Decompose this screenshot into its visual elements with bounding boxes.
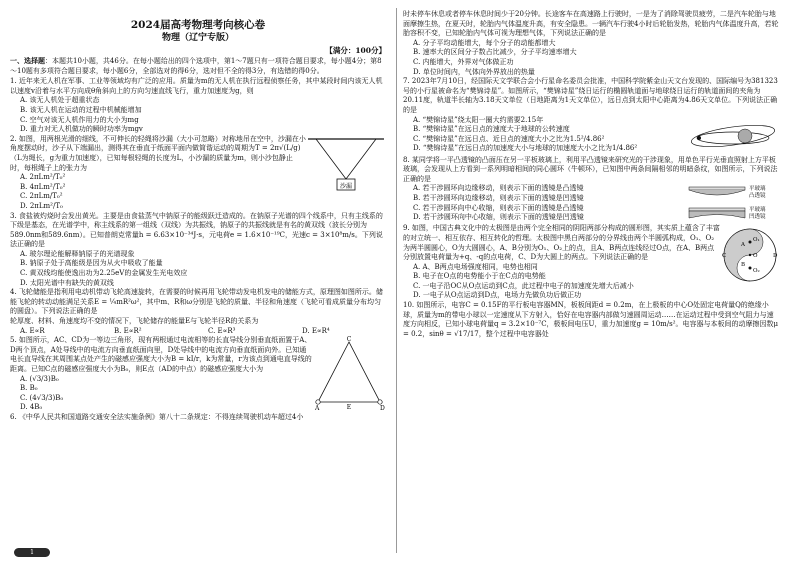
q6-stem-continued: 时未停车休息或者停车休息时间少于20分钟。长途客车在高速路上行驶时，一是为了消除驾驶员疲劳，二是汽车轮胎与地面摩擦生热，在夏天时，轮胎内气体温度升高，有安全隐患。一辆汽车行驶4小时后轮胎发热，轮胎内气体温度升高，若轮胎容积不变，已知轮胎内气体可视为理想气体，下列说法正确的是 xyxy=(403,10,779,38)
q2-option-d[interactable]: D. 2πLm²/T₀ xyxy=(20,201,63,210)
q7-stem: 7. 2023年7月10日，经国际天文学联合会小行星命名委员会批准，中国科学院紫金山天文台发现的、国际编号为381323号的小行星被命名为“樊锦诗星”。如图所示，“樊锦诗星”绕日运行的椭圆轨道面与地球绕日运行的轨道面间的夹角为20.11度，轨道半长轴为3.18天文单位（日地距离为1天文单位），远日点到太阳中心距离为4.86天文单位。下列说法正确的是 xyxy=(403,77,778,114)
page-number: 1 xyxy=(14,548,50,557)
exam-subtitle: 物理（辽宁专版） xyxy=(161,33,234,43)
q1-option-b[interactable]: B. 该无人机在运动的过程中机械能增加 xyxy=(20,105,142,114)
q4-option-b[interactable]: B. E∝R² xyxy=(114,326,142,335)
q5-label-d: D xyxy=(380,405,385,411)
q9-label-o: O xyxy=(753,253,758,260)
q9-label-c: C xyxy=(722,253,727,260)
q9-figure xyxy=(721,224,779,301)
q4-stem: 4. 飞轮储能是指利用电动机带动飞轮高速旋转，在需要的时候再用飞轮带动发电机发电的储能方式，原理图如图所示。储能飞轮的转动动能满足关系E = ¼mR²ω²，其中m、R和ω分别是飞轮的质量、半径和角速度（飞轮可看成质量分布均匀的圆盘）。下列说法正确的是 xyxy=(10,288,383,316)
q6-option-d[interactable]: D. 单位时间内，气体向外界放出的热量 xyxy=(413,67,535,76)
q5-label-a: A xyxy=(315,405,320,411)
q8-option-c[interactable]: C. 若干涉圆环向中心收缩，则表示下面的透镜是凸透镜 xyxy=(413,203,584,212)
q4-option-d[interactable]: D. E∝R⁴ xyxy=(302,326,330,335)
q7-option-a[interactable]: A. “樊锦诗星”绕太阳一圈大约需要2.15年 xyxy=(413,115,544,124)
q6-option-c[interactable]: C. 内能增大，外界对气体做正功 xyxy=(413,57,514,66)
right-column xyxy=(403,10,779,545)
left-column xyxy=(10,14,386,549)
q5-label-c: C xyxy=(346,336,352,344)
asteroid-icon xyxy=(697,136,701,140)
q9-label-o2: O₂ xyxy=(753,268,760,275)
q5-options xyxy=(10,375,312,413)
q3-option-b[interactable]: B. 钠原子处于高能级是因为从火中吸收了能量 xyxy=(20,259,163,268)
q2-option-a[interactable]: A. 2πLm²/T₀² xyxy=(20,173,66,182)
q2-options xyxy=(10,173,306,211)
q2-stem: 2. 如图，用两根光滑的细线，不可伸长的轻绳将沙漏（大小可忽略）对称地吊在空中，沙漏在小角度摆动时，沙子从下端漏出，测得其在垂直于纸面平面内做简谐运动的周期为T = 2π√(L/g)（L为绳长，g为重力加速度），已知每根轻绳的长度为L，小沙漏的质量为m，则小沙包静止时，每根绳子上的张力为 xyxy=(10,134,306,172)
q8-label-flat-2: 平玻璃 xyxy=(749,207,766,214)
score-label: 【满分：100分】 xyxy=(325,46,386,55)
q8-option-b[interactable]: B. 若干涉圆环向边缘移动，则表示下面的透镜是凹透镜 xyxy=(413,193,584,202)
q9-label-a: A xyxy=(741,242,745,249)
q10-stem: 10. 如图所示，电容C = 0.15F的平行板电容器MN，板板间距d = 0.2m，在上极板的中心O处固定电荷量Q的绝缘小球，质量为m的带电小球以一定速度从下方射入，恰好在电容器内部做匀速圆周运动……在运动过程中受到空气阻力与速度方向相反，已知小球电荷量q = 3.2×10⁻⁷C，极板间电压U，重力加速度g = 10m/s²。电容器与本板间的动摩擦因数μ = 0.2，sinθ = √17/17，整个过程中电容器处 xyxy=(403,301,779,338)
q5-stem: 5. 如图所示，AC、CD为一等边三角形，现有两根通过电流相等的长直导线分别垂直纸面置于A、D两个顶点，A处导线中的电流方向垂直纸面向里，D处导线中的电流方向垂直纸面向外。已知通电长直导线在其周围某点处产生的磁感应强度大小为B = kI/r，k为常量，r为该点到通电直导线的距离。已知C点的磁感应强度大小为B₀，则E点（AD的中点）的磁感应强度大小为 xyxy=(10,336,312,373)
q7-option-d[interactable]: D. “樊锦诗星”在远日点的加速度大小与地球的加速度大小之比为1/4.86² xyxy=(413,144,638,153)
q6-option-a[interactable]: A. 分子平均动能增大，每个分子的动能都增大 xyxy=(413,38,556,47)
section-intro xyxy=(10,56,386,76)
q3-stem: 3. 食盐被灼烧时会发出黄光。主要是由食盐蒸气中钠原子的能级跃迁造成的。在钠原子光谱的四个线系中，只有主线系的下级是基态，在光谱学中，称主线系的第一组线（双线）为共振线，钠原子的共振线就是有名的黄双线（波长分别为589.0nm和589.6nm）。已知普朗克常量h = 6.63×10⁻³⁴J·s，元电荷e = 1.6×10⁻¹⁹C，光速c = 3×10⁸m/s。下列说法正确的是 xyxy=(10,211,383,249)
q1-stem: 1. 近年来无人机在军事、工业等领域均有广泛的应用。质量为m的无人机在执行远程侦察任务，其中某段时间内该无人机以速度v沿着与水平方向成θ角斜向上的方向匀速直线飞行，重力加速度为g，则 xyxy=(10,77,383,95)
q3-option-d[interactable]: D. 太阳光谱中有缺失的黄双线 xyxy=(20,278,114,287)
q3-option-a[interactable]: A. 玻尔理论能解释钠原子的光谱现象 xyxy=(20,249,135,258)
q9-option-b[interactable]: B. 电子在O点的电势能小于在C点的电势能 xyxy=(413,272,546,281)
q2-option-c[interactable]: C. 2πLm/T₀² xyxy=(20,192,63,201)
q3-option-c[interactable]: C. 黄双线均能使逸出功为2.25eV的金属发生光电效应 xyxy=(20,269,188,278)
q4-extra: 轮厚度、材料、角速度均不变的情况下，飞轮储存的能量E与飞轮半径R的关系为 xyxy=(10,317,259,326)
q2-option-b[interactable]: B. 4πLm²/T₀² xyxy=(20,182,66,191)
q9-block xyxy=(403,224,779,301)
q7-option-b[interactable]: B. “樊锦诗星”在远日点的速度大于地球的公转速度 xyxy=(413,125,570,134)
q2-block xyxy=(10,135,386,212)
q9-option-c[interactable]: C. 一电子沿OC从O点运动到C点，此过程中电子的加速度先增大后减小 xyxy=(413,281,634,290)
q9-option-d[interactable]: D. 一电子从O点运动到D点，电场力先做负功后做正功 xyxy=(413,291,582,300)
exam-title: 2024届高考物理考向核心卷 xyxy=(130,19,266,31)
q1-option-c[interactable]: C. 空气对该无人机作用力的大小为mg xyxy=(20,115,139,124)
section-heading: 一、选择题 xyxy=(10,56,45,65)
q5-option-a[interactable]: A. (√3/3)B₀ xyxy=(20,374,59,383)
q4-option-a[interactable]: A. E∝R xyxy=(20,326,45,335)
q8-figure xyxy=(687,184,779,224)
q1-option-a[interactable]: A. 该无人机处于超重状态 xyxy=(20,96,100,105)
q8-option-a[interactable]: A. 若干涉圆环向边缘移动，则表示下面的透镜是凸透镜 xyxy=(413,184,584,193)
q5-block xyxy=(10,336,386,413)
q6-option-b[interactable]: B. 速率大的区间分子数占比减少，分子平均速率增大 xyxy=(413,48,577,57)
q8-block xyxy=(403,184,779,224)
q6-stem-start: 6. 《中华人民共和国道路交通安全法实施条例》第八十二条规定：不得连续驾驶机动车超过4小 xyxy=(10,412,304,421)
q8-label-concave: 凹透镜 xyxy=(749,214,766,221)
q7-figure xyxy=(687,116,779,156)
q1-option-d[interactable]: D. 重力对无人机做功的瞬时功率为mgv xyxy=(20,125,143,134)
q8-label-convex: 凸透镜 xyxy=(749,193,766,200)
q7-option-c[interactable]: C. “樊锦诗星”在远日点、近日点的速度大小之比为1.5²/4.86² xyxy=(413,134,605,143)
q5-label-e: E xyxy=(346,404,352,411)
sun-icon xyxy=(738,129,752,143)
q8-label-flat-1: 平玻璃 xyxy=(749,186,766,193)
q2-figure-label: 沙漏 xyxy=(339,182,353,190)
q9-label-o1: O₁ xyxy=(753,237,760,244)
q1-options xyxy=(10,96,386,134)
q8-option-d[interactable]: D. 若干涉圆环向中心收缩，则表示下面的透镜是凹透镜 xyxy=(413,213,584,222)
q5-figure xyxy=(312,336,386,413)
q9-label-b: B xyxy=(741,262,746,269)
q4-option-c[interactable]: C. E∝R³ xyxy=(208,326,236,335)
q4-options xyxy=(10,327,386,337)
q9-option-a[interactable]: A. A、B两点电场强度相同，电势也相同 xyxy=(413,262,538,271)
q5-option-c[interactable]: C. (4√3/3)B₀ xyxy=(20,393,64,402)
q7-block xyxy=(403,116,779,156)
q5-option-b[interactable]: B. B₀ xyxy=(20,384,38,393)
q2-figure xyxy=(306,135,386,212)
q8-stem: 8. 某同学将一平凸透镜的凸面压在另一平板玻璃上，利用平凸透镜来研究光的干涉现象，用单色平行光垂直照射上方平板玻璃，会发现从上方看到一系列明暗相间的同心圆环（牛顿环），已知图中两条间隔相邻的明暗条纹，如图所示，下列说法正确的是 xyxy=(403,155,778,183)
q5-option-d[interactable]: D. 4B₀ xyxy=(20,403,43,412)
q9-label-d: D xyxy=(773,253,778,260)
column-divider xyxy=(396,8,397,553)
section-instructions: ：本题共10小题，共46分。在每小题给出的四个选项中，第1～7题只有一项符合题目要求，每小题4分；第8～10题有多项符合题目要求，每小题6分，全部选对的得6分，选对但不全的得3分，有选错的得0分。 xyxy=(10,57,382,75)
q9-stem: 9. 如图，中国古典文化中的太极图是由两个完全相同的阴阳两部分构成的圆形图，其实质上蕴含了丰富的对立统一、相互依存、相互转化的哲理。太极图中黑白两部分的分界线由两个半圆弧构成，O₁、O₂为两半圆圆心，O为大圆圆心，A、B分别为O₁、O₂上的点，且A、B两点连线经过O点，在A、B两点分别放置电荷量为+q、-q的点电荷，C、D为大圆上的两点。下列说法正确的是 xyxy=(403,224,720,262)
